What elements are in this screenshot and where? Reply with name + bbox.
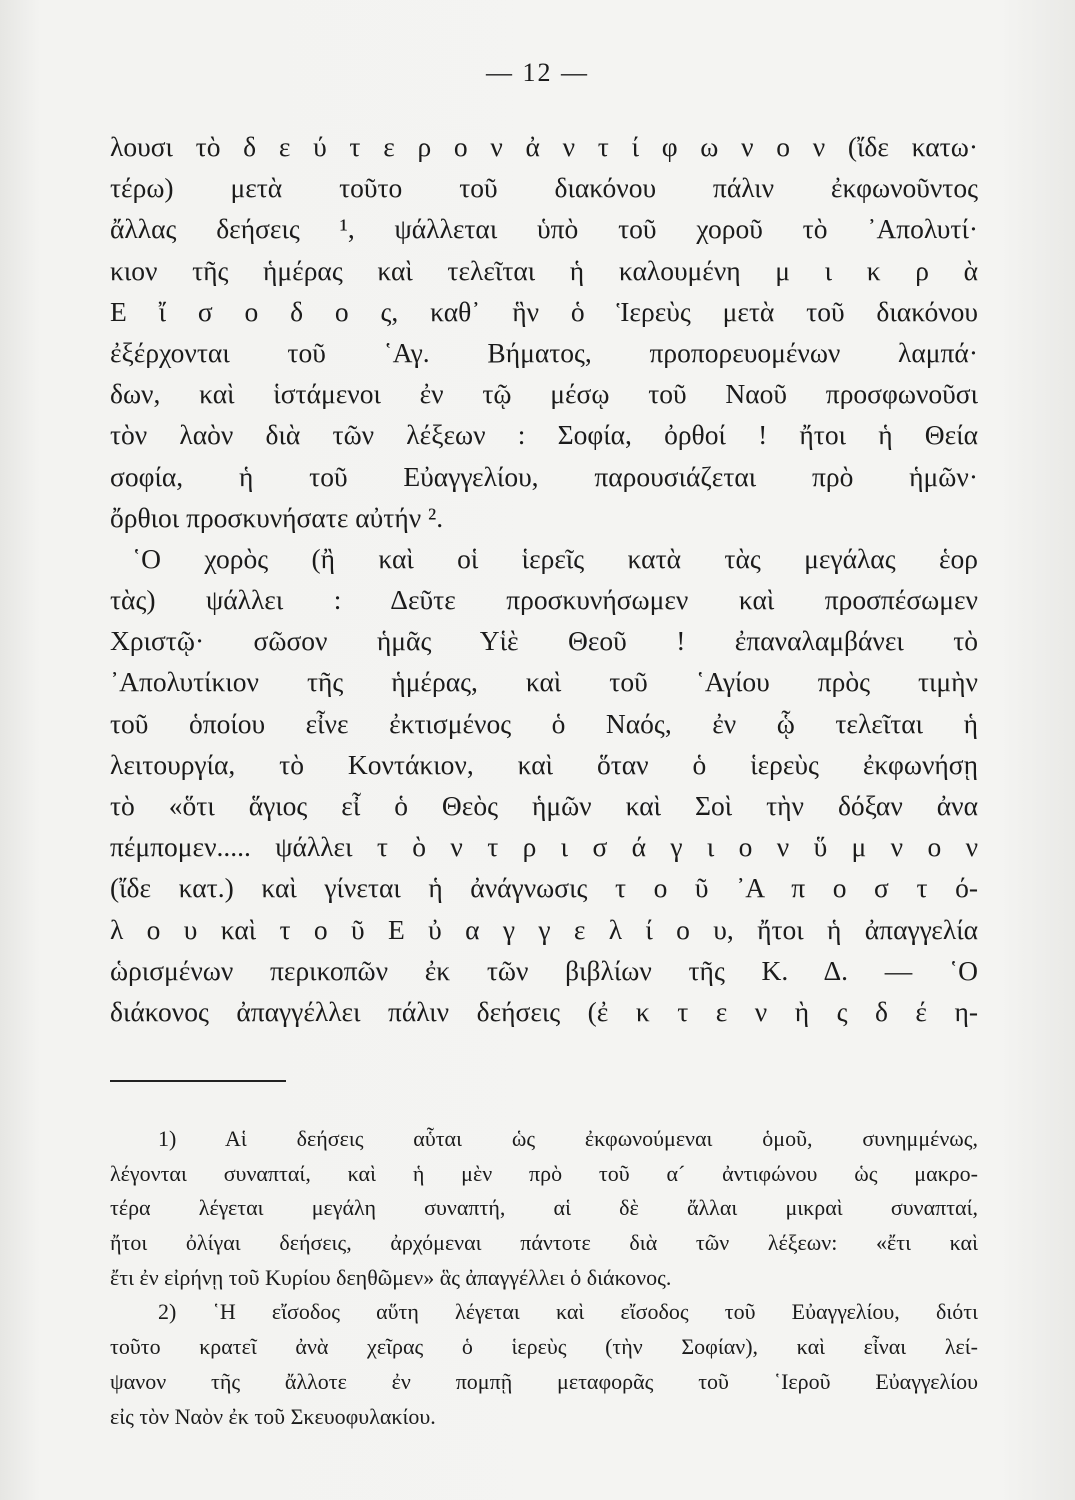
text-line-1: λουσι τὸ δ ε ύ τ ε ρ ο ν ἀ ν τ ί φ ω ν ο ν (ἴδε κατω·: [110, 131, 978, 162]
main-text: [110, 126, 978, 1032]
text-line-16: λειτουργία, τὸ Κοντάκιον, καὶ ὅταν ὁ ἱερεὺς ἐκφωνήσῃ: [110, 748, 978, 780]
footnote-2-line-1: 2) ῾Η εἴσοδος αὕτη λέγεται καὶ εἴσοδος τοῦ Εὐαγγελίου, διότι: [158, 1299, 978, 1325]
text-line-22: διάκονος ἀπαγγέλλει πάλιν δεήσεις (ἐ κ τ ε ν ὴ ς δ έ η-: [110, 995, 978, 1027]
text-line-20: λ ο υ καὶ τ ο ῦ Ε ὐ α γ γ ε λ ί ο υ, ἤτοι ἡ ἀπαγγελία: [110, 913, 978, 945]
footnote-2-line-4: εἰς τὸν Ναὸν ἐκ τοῦ Σκευοφυλακίου.: [110, 1403, 436, 1429]
footnote-2-line-2: τοῦτο κρατεῖ ἀνὰ χεῖρας ὁ ἱερεὺς (τὴν Σοφίαν), καὶ εἶναι λεί-: [110, 1334, 978, 1360]
footnote-1-line-5: ἔτι ἐν εἰρήνῃ τοῦ Κυρίου δεηθῶμεν» ἃς ἀπαγγέλλει ὁ διάκονος.: [110, 1264, 672, 1290]
footnote-1-line-1: 1) Αἱ δεήσεις αὗται ὡς ἐκφωνούμεναι ὁμοῦ, συνημμένως,: [158, 1126, 978, 1151]
text-line-11: ῾Ο χορὸς (ἢ καὶ οἱ ἱερεῖς κατὰ τὰς μεγάλας ἑορ: [132, 542, 978, 574]
footnote-1-line-2: λέγονται συναπταί, καὶ ἡ μὲν πρὸ τοῦ α´ ἀντιφώνου ὡς μακρο-: [110, 1160, 978, 1186]
page-number: — 12 —: [486, 58, 589, 87]
text-line-6: ἐξέρχονται τοῦ ῾Αγ. Βήματος, προπορευομένων λαμπά·: [110, 336, 978, 368]
text-line-7: δων, καὶ ἱστάμενοι ἐν τῷ μέσῳ τοῦ Ναοῦ προσφωνοῦσι: [110, 378, 978, 410]
footnote-2-line-3: ψανον τῆς ἄλλοτε ἐν πομπῇ μεταφορᾶς τοῦ ῾Ιεροῦ Εὐαγγελίου: [110, 1368, 978, 1394]
text-line-9: σοφία, ἡ τοῦ Εὐαγγελίου, παρουσιάζεται πρὸ ἡμῶν·: [110, 460, 978, 492]
text-line-14: ᾽Απολυτίκιον τῆς ἡμέρας, καὶ τοῦ ῾Αγίου πρὸς τιμὴν: [110, 666, 978, 698]
footnotes: [110, 1122, 978, 1434]
text-line-19: (ἴδε κατ.) καὶ γίνεται ἡ ἀνάγνωσις τ ο ῦ ᾽Α π ο σ τ ό-: [110, 872, 978, 904]
text-line-12: τὰς) ψάλλει : Δεῦτε προσκυνήσωμεν καὶ προσπέσωμεν: [110, 584, 978, 616]
text-line-18: πέμπομεν..... ψάλλει τ ὸ ν τ ρ ι σ ά γ ι ο ν ὕ μ ν ο ν: [110, 831, 978, 863]
text-line-4: κιον τῆς ἡμέρας καὶ τελεῖται ἡ καλουμένη μ ι κ ρ ὰ: [110, 254, 978, 286]
footnote-divider: [110, 1080, 286, 1082]
text-line-5: Ε ἴ σ ο δ ο ς, καθ᾽ ἣν ὁ Ἱερεὺς μετὰ τοῦ διακόνου: [110, 295, 978, 327]
text-line-2: τέρω) μετὰ τοῦτο τοῦ διακόνου πάλιν ἐκφωνοῦντος: [110, 172, 978, 204]
text-line-13: Χριστῷ· σῶσον ἡμᾶς Υἱὲ Θεοῦ ! ἐπαναλαμβάνει τὸ: [110, 625, 978, 657]
text-line-3: ἄλλας δεήσεις ¹, ψάλλεται ὑπὸ τοῦ χοροῦ τὸ ᾽Απολυτί·: [110, 213, 978, 245]
footnote-1-line-3: τέρα λέγεται μεγάλη συναπτή, αἱ δὲ ἄλλαι μικραὶ συναπταί,: [110, 1195, 978, 1221]
footnote-1-line-4: ἤτοι ὀλίγαι δεήσεις, ἀρχόμεναι πάντοτε διὰ τῶν λέξεων: «ἔτι καὶ: [110, 1230, 978, 1256]
text-line-15: τοῦ ὁποίου εἶνε ἐκτισμένος ὁ Ναός, ἐν ᾧ τελεῖται ἡ: [110, 707, 978, 739]
text-line-8: τὸν λαὸν διὰ τῶν λέξεων : Σοφία, ὀρθοί ! ἤτοι ἡ Θεία: [110, 419, 978, 451]
text-line-21: ὡρισμένων περικοπῶν ἐκ τῶν βιβλίων τῆς Κ. Δ. — ῾Ο: [110, 954, 978, 986]
text-line-10: ὄρθιοι προσκυνήσατε αὐτήν ².: [110, 501, 444, 533]
text-line-17: τὸ «ὅτι ἅγιος εἶ ὁ Θεὸς ἡμῶν καὶ Σοὶ τὴν δόξαν ἀνα: [110, 790, 978, 821]
